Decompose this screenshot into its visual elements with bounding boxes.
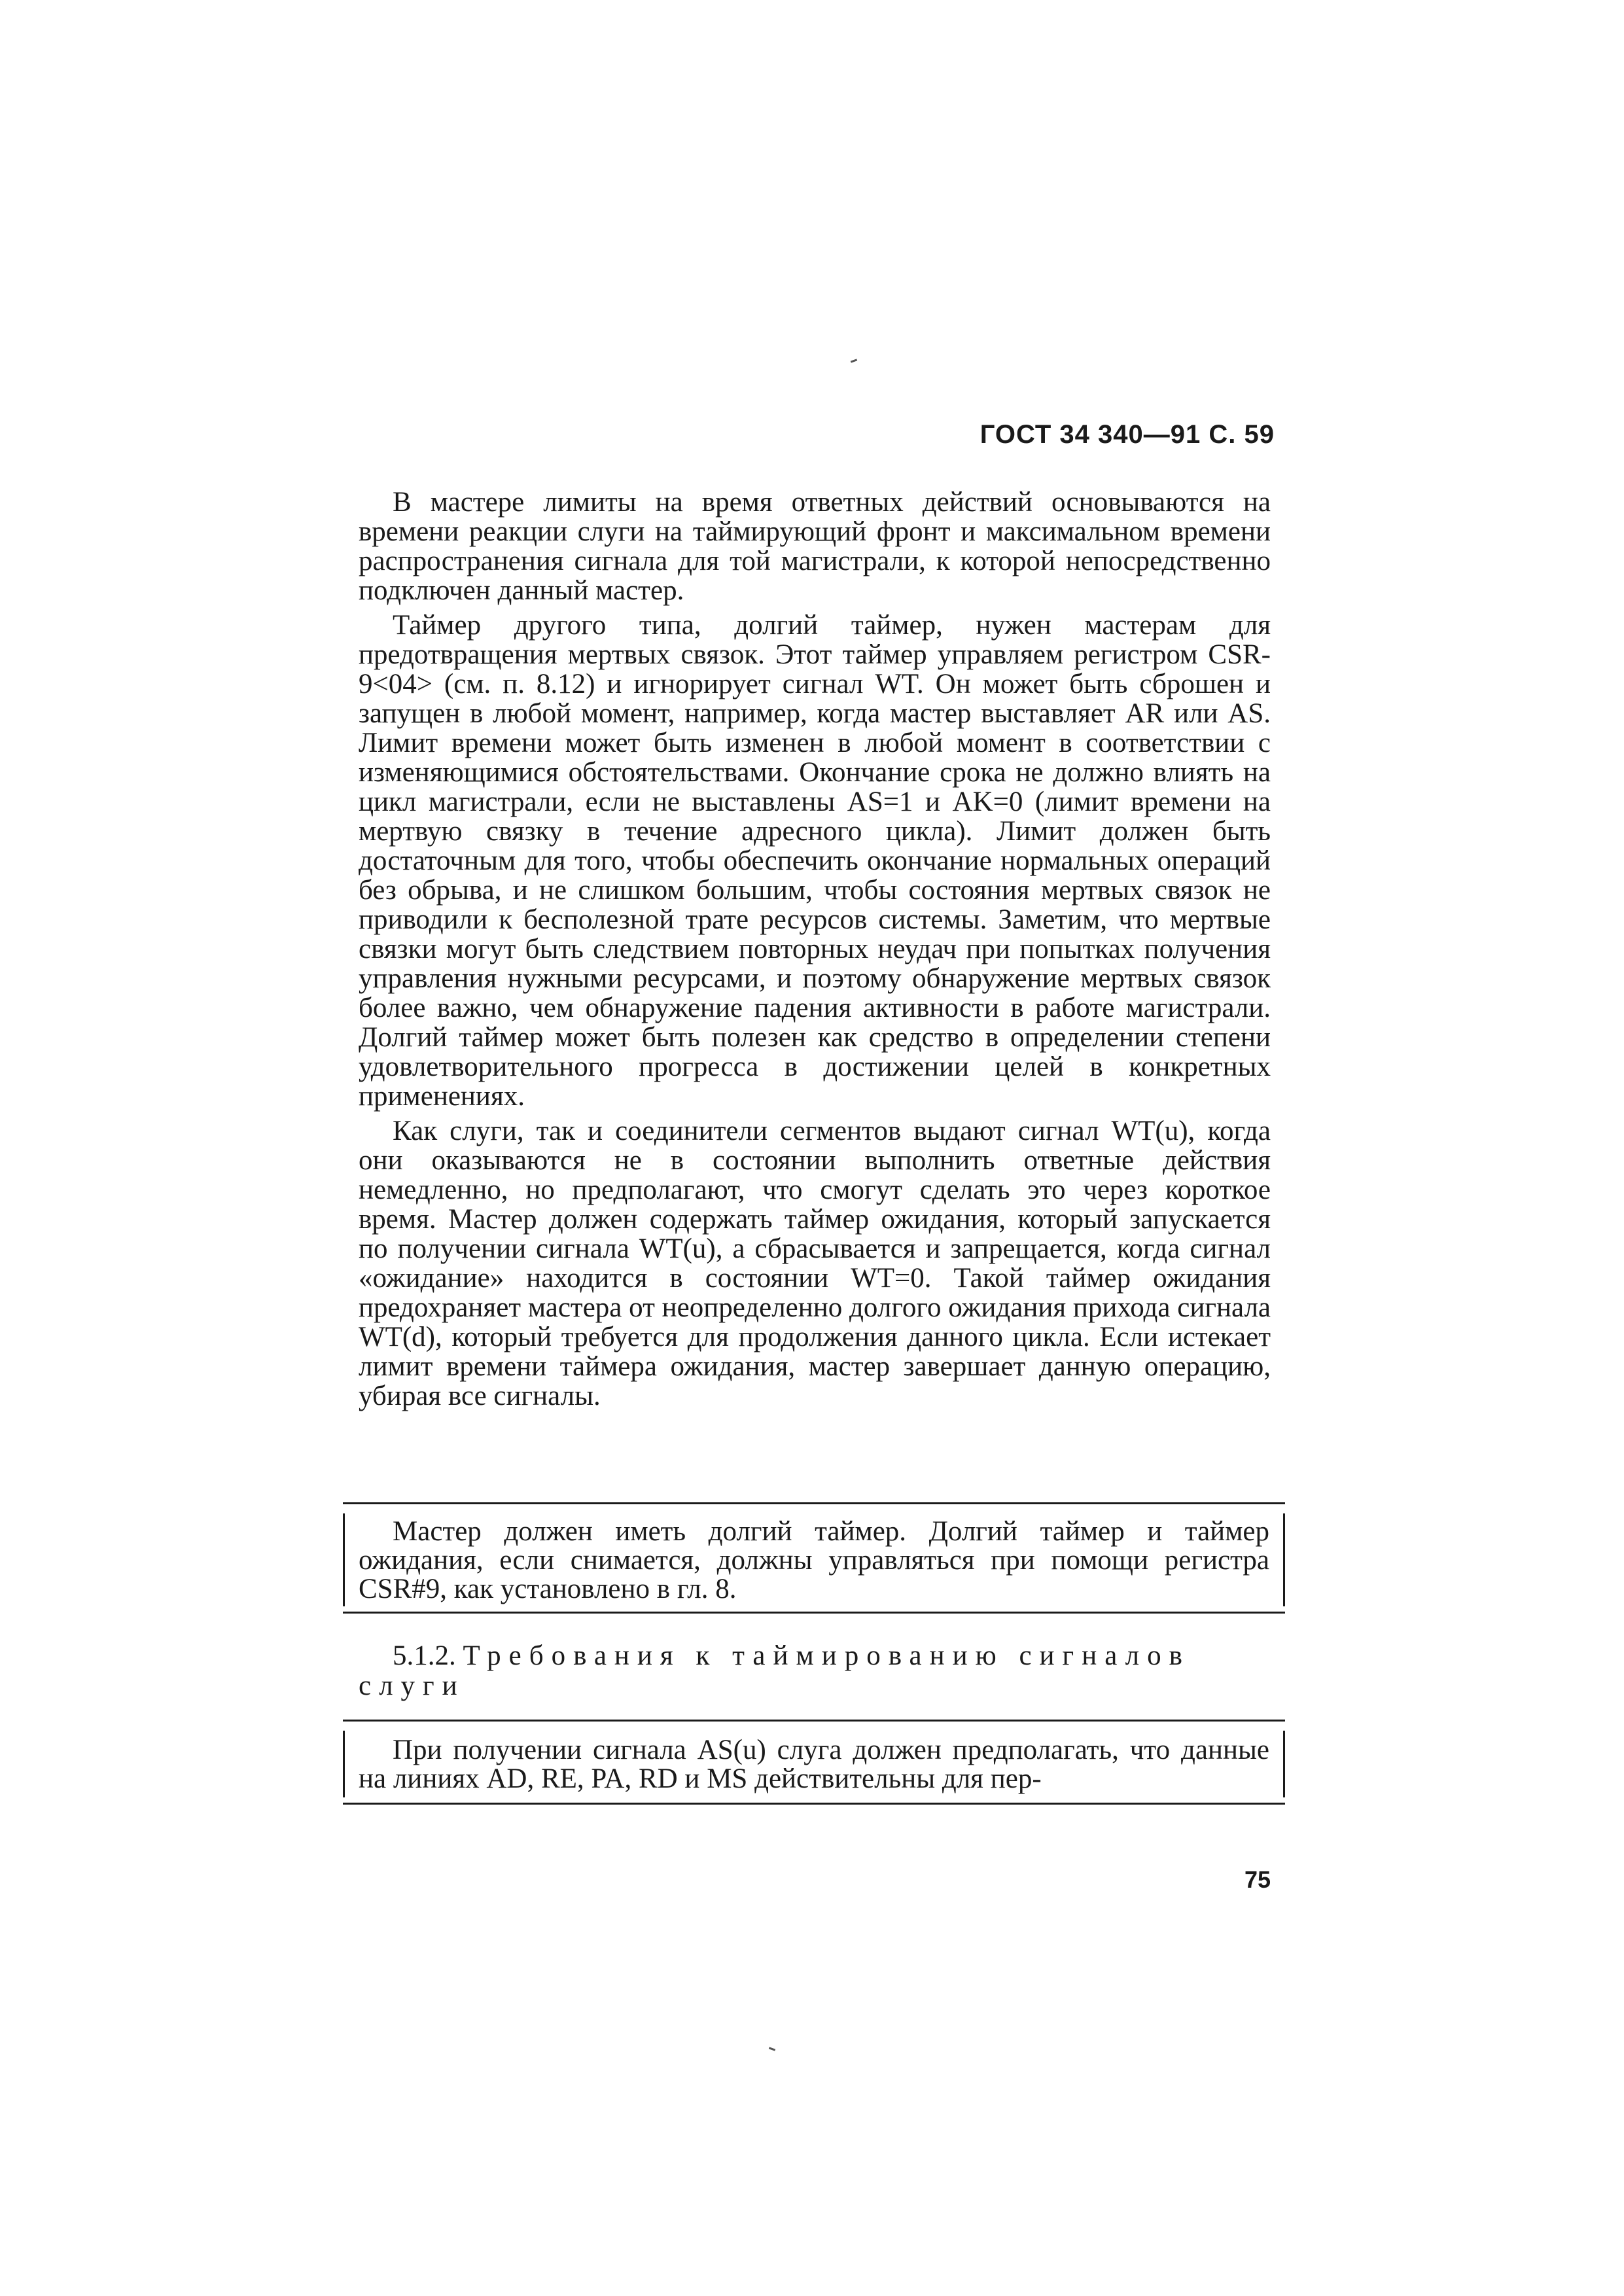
scan-speck — [769, 2047, 775, 2051]
paragraph-long-timer: Таймер другого типа, долгий таймер, нужен мастерам для предотвращения мертвых связок. Этот таймер управляем регистром CSR-9<04> (см. п. 8.12) и игнорирует сигнал WT. Он может быть сброшен и запущен в любой момент, например, когда мастер выставляет AR или AS. Лимит времени может быть изменен в любой момент в соответствии с изменяющимися обстоятельствами. Окончание срока не должно влиять на цикл магистрали, если не выставлены AS=1 и AK=0 (лимит времени на мертвую связку в течение адресного цикла). Лимит должен быть достаточным для того, чтобы обеспечить окончание нормальных операций без обрыва, и не слишком большим, чтобы состояния мертвых связок не приводили к бесполезной трате ресурсов системы. Заметим, что мертвые связки могут быть следствием повторных неудач при попытках получения управления нужными ресурсами, и поэтому обнаружение мертвых связок более важно, чем обнаружение падения активности в работе магистрали. Долгий таймер может быть полезен как средство в определении степени удовлетворительного прогресса в достижении целей в конкретных применениях. — [359, 610, 1271, 1112]
section-number: 5.1.2. — [393, 1640, 456, 1671]
requirement-box-slave-signals — [343, 1720, 1285, 1805]
section-title: Требования к таймированию сигналов слуги — [359, 1640, 1190, 1701]
section-heading — [359, 1641, 1271, 1701]
body-text — [359, 487, 1271, 1416]
paragraph-wait-timer: Как слуги, так и соединители сегментов выдают сигнал WT(u), когда они оказываются не в состоянии выполнить ответные действия немедленно, но предполагают, что смогут сделать это через короткое время. Мастер должен содержать таймер ожидания, который запускается по получении сигнала WT(u), а сбрасывается и запрещается, когда сигнал «ожидание» находится в состоянии WT=0. Такой таймер ожидания предохраняет мастера от неопределенно долгого ожидания прихода сигнала WT(d), который требуется для продолжения данного цикла. Если истекает лимит времени таймера ожидания, мастер завершает данную операцию, убирая все сигналы. — [359, 1116, 1271, 1411]
running-header: ГОСТ 34 340—91 С. 59 — [980, 420, 1275, 449]
page-number: 75 — [1244, 1866, 1271, 1893]
requirement-box-long-timer — [343, 1502, 1285, 1614]
paragraph-master-limits: В мастере лимиты на время ответных действий основываются на времени реакции слуги на таймирующий фронт и максимальном времени распространения сигнала для той магистрали, к которой непосредственно подключен данный мастер. — [359, 487, 1271, 606]
requirement-text: Мастер должен иметь долгий таймер. Долгий таймер и таймер ожидания, если снимается, должны управляться при помощи регистра CSR#9, как установлено в гл. 8. — [359, 1516, 1269, 1604]
scan-speck — [851, 359, 857, 362]
requirement-text: При получении сигнала AS(u) слуга должен предполагать, что данные на линиях AD, RE, PA, RD и MS действительны для пер- — [359, 1735, 1269, 1794]
